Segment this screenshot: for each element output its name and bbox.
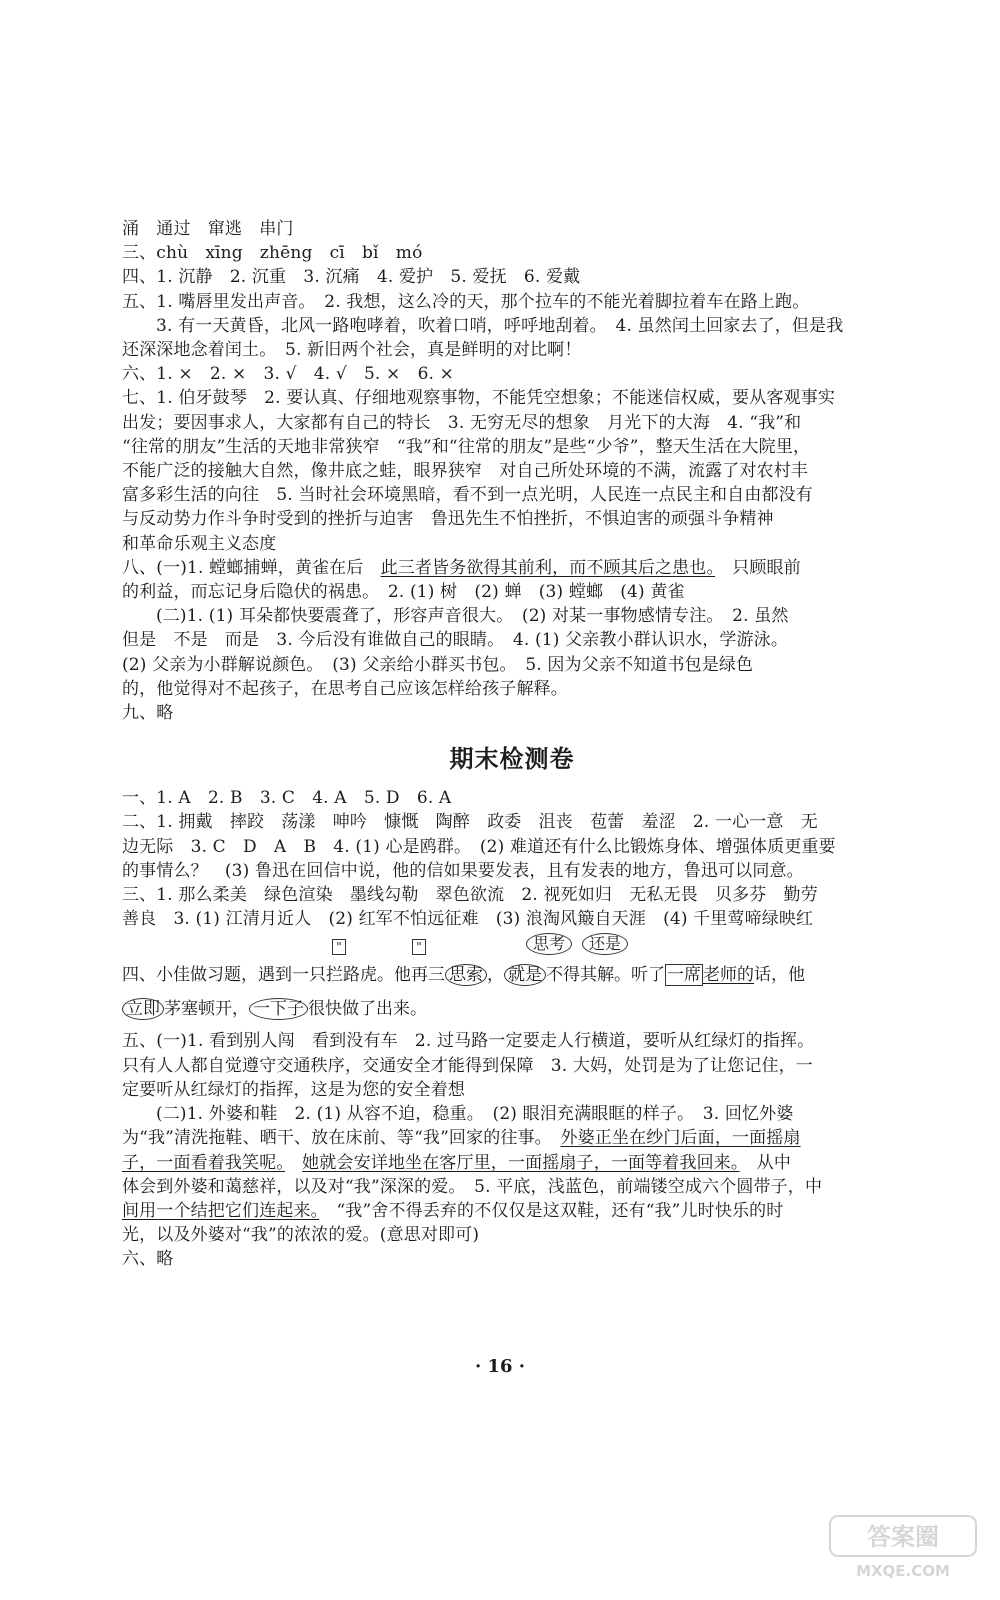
answer-text: 拦路虎: [326, 965, 377, 986]
answer-line: 富多彩生活的向往 5. 当时社会环境黑暗，看不到一点光明，人民连一点民主和自由都没有: [122, 485, 813, 506]
correction-marks: [122, 933, 902, 959]
answer-text: 只顾眼前: [715, 557, 801, 578]
circled-word: 一下子: [249, 998, 308, 1020]
underlined-answer: 外婆正坐在纱门后面，一面摇扇: [560, 1128, 801, 1149]
answer-line: 不能广泛的接触大自然，像井底之蛙，眼界狭窄 对自己所处环境的不满，流露了对农村丰: [122, 461, 808, 482]
answer-line: (2) 父亲为小群解说颜色。 (3) 父亲给小群买书包。 5. 因为父亲不知道书包是绿色: [122, 654, 754, 675]
answer-line: 一、1. A 2. B 3. C 4. A 5. D 6. A: [122, 788, 452, 809]
answer-line: 六、略: [122, 1249, 174, 1270]
answer-line: 但是 不是 而是 3. 今后没有谁做自己的眼睛。 4. (1) 父亲教小群认识水，学游泳。: [122, 630, 788, 651]
answer-text: 四、小佳做习题，遇到一只: [122, 965, 326, 986]
answer-text: 不得其解。听了: [546, 965, 665, 986]
answer-line: [122, 1199, 902, 1223]
answer-line: [122, 1126, 902, 1150]
answer-text: 茅塞顿开，: [164, 999, 249, 1020]
answer-text: 从中: [739, 1152, 792, 1173]
answer-line: 光，以及外婆对“我”的浓浓的爱。(意思对即可): [122, 1225, 480, 1246]
answer-line: “往常的朋友”生活的天地非常狭窄 “我”和“往常的朋友”是些“少爷”，整天生活在大院里，: [122, 436, 811, 457]
answer-line: 还深深地念着闰土。 5. 新旧两个社会，真是鲜明的对比啊！: [122, 340, 582, 361]
svg-text:答案圈: 答案圈: [867, 1523, 939, 1551]
replacement-word-bubble: 思考: [526, 933, 572, 955]
answer-text: 。他再三: [377, 965, 445, 986]
answer-line: 的利益，而忘记身后隐伏的祸患。 2. (1) 树 (2) 蝉 (3) 螳螂 (4) 黄雀: [122, 582, 685, 603]
answer-line: 三、chù xīng zhēng cī bǐ mó: [122, 243, 423, 264]
unit-answers-section: [122, 217, 902, 725]
answer-text: “我”舍不得丢弃的不仅仅是这双鞋，还有“我”儿时快乐的时: [319, 1200, 784, 1221]
svg-text:MXQE.COM: MXQE.COM: [856, 1562, 950, 1580]
edited-sentence-line: [122, 993, 902, 1025]
insert-quote-mark: ": [332, 939, 346, 955]
insert-quote-mark: ": [412, 939, 426, 955]
answer-line: (二)1. 外婆和鞋 2. (1) 从容不迫，稳重。 (2) 眼泪充满眼眶的样子。 3. 回忆外婆: [156, 1104, 794, 1125]
answer-line: 边无际 3. C D A B 4. (1) 心是鸥群。 (2) 难道还有什么比锻炼身体、增强体质更重要: [122, 836, 836, 857]
answer-line: 与反动势力作斗争时受到的挫折与迫害 鲁迅先生不怕挫折，不惧迫害的顽强斗争精神: [122, 509, 774, 530]
answer-line: 3. 有一天黄昏，北风一路咆哮着，吹着口哨，呼呼地刮着。 4. 虽然闰土回家去了，但是我: [156, 315, 844, 336]
answer-text: [285, 1153, 302, 1173]
answer-line: 的，他觉得对不起孩子，在思考自己应该怎样给孩子解释。: [122, 678, 568, 699]
answer-line: 九、略: [122, 703, 174, 724]
circled-word: 立即: [122, 998, 164, 1020]
circled-word: 就是: [504, 964, 546, 986]
answer-text: 为“我”清洗拖鞋、晒干、放在床前、等“我”回家的往事。: [122, 1128, 561, 1149]
moved-word: 老师的: [703, 965, 754, 986]
answer-line: 体会到外婆和蔼慈祥，以及对“我”深深的爱。 5. 平底，浅蓝色，前端镂空成六个圆带子，中: [122, 1176, 823, 1197]
answer-line: 六、1. × 2. × 3. √ 4. √ 5. × 6. ×: [122, 364, 455, 385]
answer-line: (二)1. (1) 耳朵都快要震聋了，形容声音很大。 (2) 对某一事物感情专注。 2. 虽然: [156, 606, 789, 627]
answer-line: 善良 3. (1) 江清月近人 (2) 红军不怕远征难 (3) 浪淘风簸自天涯 (4) 千里莺啼绿映红: [122, 909, 814, 930]
underlined-answer: 间用一个结把它们连起来。: [122, 1200, 320, 1221]
answer-text: 话，他: [754, 965, 805, 986]
final-exam-section: [122, 786, 902, 1271]
answer-line: 五、(一)1. 看到别人闯 看到没有车 2. 过马路一定要走人行横道，要听从红绿灯的指挥。: [122, 1031, 815, 1052]
underlined-answer: 此三者皆务欲得其前利，而不顾其后之患也。: [380, 557, 716, 578]
boxed-word: 一席: [667, 965, 701, 986]
answer-line: 四、1. 沉静 2. 沉重 3. 沉痛 4. 爱护 5. 爱抚 6. 爱戴: [122, 267, 581, 288]
underlined-answer: 她就会安详地坐在客厅里，一面摇扇子，一面等着我回来。: [302, 1152, 740, 1173]
circled-word: 思索: [445, 964, 487, 986]
answer-line: 定要听从红绿灯的指挥，这是为您的安全着想: [122, 1079, 465, 1100]
underlined-answer: 子，一面看着我笑呢。: [122, 1152, 285, 1173]
answer-line: [122, 1151, 902, 1175]
watermark-logo: [828, 1512, 978, 1582]
watermark-logo-graphic: [828, 1512, 978, 1582]
answer-line: 的事情么？ (3) 鲁迅在回信中说，他的信如果要发表，且有发表的地方，鲁迅可以同意。: [122, 860, 804, 881]
answer-line: 涌 通过 窜逃 串门: [122, 219, 294, 239]
answer-line: 只有人人都自觉遵守交通秩序，交通安全才能得到保障 3. 大妈，处罚是为了让您记住，一: [122, 1055, 813, 1076]
section-title: 期末检测卷: [449, 745, 575, 774]
answer-line: 七、1. 伯牙鼓琴 2. 要认真、仔细地观察事物，不能凭空想象；不能迷信权威，要从客观事实: [122, 388, 835, 409]
answer-text: 八、(一)1. 螳螂捕蝉，黄雀在后: [122, 557, 381, 578]
answer-line: [122, 556, 902, 580]
answer-line: 和革命乐观主义态度: [122, 533, 277, 554]
edited-sentence-line: [122, 959, 902, 991]
replacement-word-bubble: 还是: [582, 933, 628, 955]
answer-line: 出发；要因事求人，大家都有自己的特长 3. 无穷无尽的想象 月光下的大海 4. “我”和: [122, 412, 802, 433]
answer-text: 很快做了出来。: [308, 999, 427, 1020]
page-number: · 16 ·: [474, 1356, 526, 1377]
answer-line: 二、1. 拥戴 摔跤 荡漾 呻吟 慷慨 陶醉 政委 沮丧 苞蕾 羞涩 2. 一心一意 无: [122, 812, 818, 833]
answer-content: [122, 217, 902, 1272]
answer-line: 三、1. 那么柔美 绿色渲染 墨线勾勒 翠色欲流 2. 视死如归 无私无畏 贝多芬 勤劳: [122, 885, 818, 906]
answer-text: ，: [487, 965, 504, 986]
answer-line: 五、1. 嘴唇里发出声音。 2. 我想，这么冷的天，那个拉车的不能光着脚拉着车在路上跑。: [122, 291, 810, 312]
